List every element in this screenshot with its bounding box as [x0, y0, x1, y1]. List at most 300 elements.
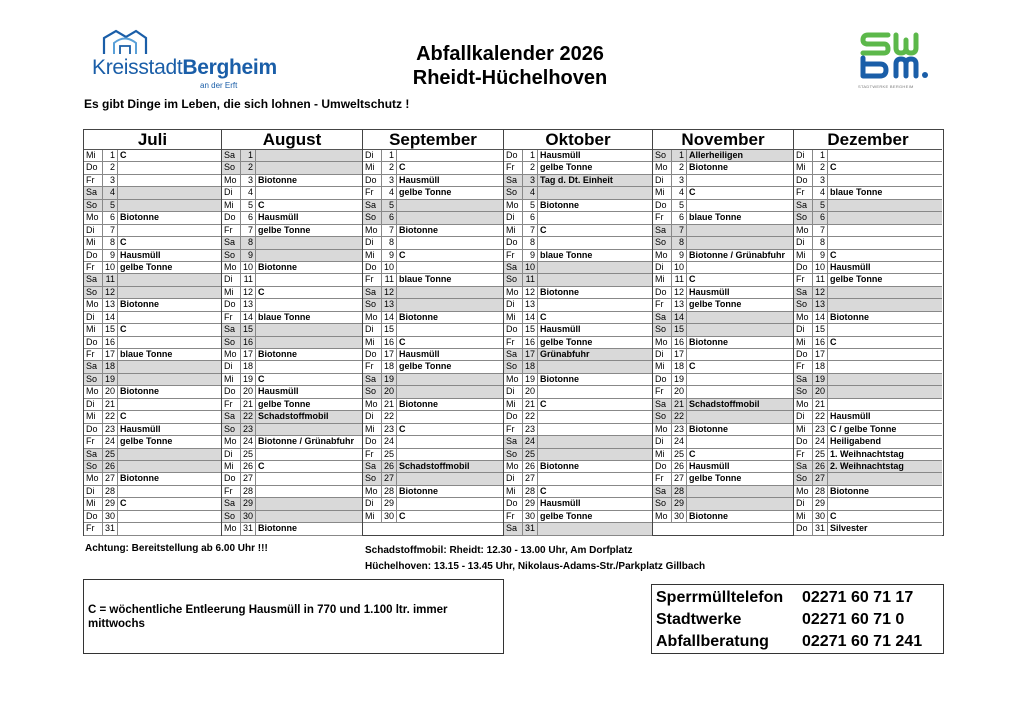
day-name: Mi: [222, 461, 241, 472]
day-number: 1: [103, 150, 118, 161]
day-name: Do: [84, 337, 103, 348]
day-name: Mi: [84, 324, 103, 335]
day-number: 4: [241, 187, 256, 198]
day-number: 15: [813, 324, 828, 335]
day-name: Di: [653, 175, 672, 186]
day-event: [397, 150, 503, 161]
schadstoffmobil-huechelhoven: Hüchelhoven: 13.15 - 13.45 Uhr, Nikolaus-Adams-Str./Parkplatz Gillbach: [365, 561, 706, 572]
bergheim-subtitle: an der Erft: [200, 81, 238, 90]
day-name: Sa: [222, 237, 241, 248]
day-event: [397, 299, 503, 310]
day-row: [504, 411, 652, 423]
day-number: 9: [813, 250, 828, 261]
day-number: 14: [382, 312, 397, 323]
day-event: [687, 237, 793, 248]
day-number: 12: [382, 287, 397, 298]
day-row: [84, 361, 221, 373]
day-event: Hausmüll: [540, 324, 581, 335]
day-number: 25: [241, 449, 256, 460]
day-event: Hausmüll: [540, 150, 581, 160]
day-name: Fr: [504, 511, 523, 522]
day-event: [538, 187, 652, 198]
day-number: 29: [241, 498, 256, 509]
day-number: 14: [241, 312, 256, 323]
month-column: [221, 130, 362, 535]
day-number: 28: [103, 486, 118, 497]
day-event: [538, 411, 652, 422]
day-event: [538, 274, 652, 285]
day-event: [256, 237, 362, 248]
day-event: C: [540, 311, 547, 322]
day-name: Fr: [84, 349, 103, 360]
day-event: [397, 386, 503, 397]
day-number: 9: [382, 250, 397, 261]
day-number: 7: [103, 225, 118, 236]
day-event: C: [540, 398, 547, 409]
day-event: [256, 299, 362, 310]
day-event: blaue Tonne: [120, 349, 173, 359]
day-event: Biotonne: [399, 224, 438, 235]
day-name: Mi: [222, 200, 241, 211]
day-name: Fr: [363, 449, 382, 460]
day-event: [118, 337, 221, 348]
day-number: 16: [672, 337, 687, 348]
day-row: [794, 162, 942, 174]
day-name: Fr: [794, 187, 813, 198]
day-name: Mo: [653, 511, 672, 522]
month-header: November: [653, 130, 793, 150]
day-number: 26: [813, 461, 828, 472]
day-name: Fr: [653, 299, 672, 310]
day-row: [504, 287, 652, 299]
day-name: Di: [794, 324, 813, 335]
day-number: 6: [672, 212, 687, 223]
day-name: Mi: [84, 237, 103, 248]
day-name: Do: [363, 262, 382, 273]
day-name: Di: [653, 436, 672, 447]
day-event: [538, 237, 652, 248]
day-number: 12: [523, 287, 538, 298]
day-event: blaue Tonne: [830, 187, 883, 198]
day-event: [118, 523, 221, 534]
day-row: [653, 498, 793, 510]
day-name: Di: [84, 486, 103, 497]
day-name: Mi: [794, 162, 813, 173]
day-event: [118, 361, 221, 372]
day-number: 6: [382, 212, 397, 223]
day-number: 28: [523, 486, 538, 497]
month-column: [503, 130, 652, 535]
day-number: 2: [241, 162, 256, 173]
day-name: Di: [653, 262, 672, 273]
day-number: 13: [382, 299, 397, 310]
day-event: Biotonne: [258, 261, 297, 272]
day-event: [397, 449, 503, 460]
day-number: 30: [813, 511, 828, 522]
day-event: Biotonne: [120, 212, 159, 223]
day-number: 11: [672, 274, 687, 285]
day-event: C: [830, 336, 837, 347]
day-name: Do: [84, 424, 103, 435]
day-row: [653, 399, 793, 411]
day-name: Sa: [653, 399, 672, 410]
day-row: [794, 361, 942, 373]
day-event: C: [120, 150, 127, 160]
day-event: [828, 175, 942, 186]
day-row: [84, 299, 221, 311]
day-event: 1. Weihnachtstag: [830, 448, 904, 459]
day-name: Fr: [84, 436, 103, 447]
day-row: [794, 386, 942, 398]
day-row: [653, 200, 793, 212]
day-name: Mi: [794, 337, 813, 348]
day-name: Do: [222, 299, 241, 310]
day-event: Hausmüll: [399, 174, 440, 185]
day-number: 31: [523, 523, 538, 534]
day-event: [397, 324, 503, 335]
day-number: 4: [813, 187, 828, 198]
day-name: Mi: [84, 411, 103, 422]
day-event: [118, 200, 221, 211]
day-row: [794, 237, 942, 249]
day-row: [84, 150, 221, 162]
day-number: 22: [103, 411, 118, 422]
day-name: Mi: [504, 312, 523, 323]
day-event: blaue Tonne: [399, 274, 452, 285]
day-number: 4: [523, 187, 538, 198]
day-name: So: [84, 287, 103, 298]
day-number: 6: [103, 212, 118, 223]
day-row: [84, 349, 221, 361]
day-event: 2. Weihnachtstag: [830, 460, 904, 471]
day-row: [504, 299, 652, 311]
day-row: [222, 274, 362, 286]
day-row: [84, 511, 221, 523]
day-name: Sa: [794, 374, 813, 385]
day-number: 2: [813, 162, 828, 173]
day-number: 2: [523, 162, 538, 173]
day-name: Mo: [794, 486, 813, 497]
day-row: [222, 523, 362, 535]
day-row: [84, 187, 221, 199]
day-event: [828, 399, 942, 410]
day-name: Di: [363, 150, 382, 161]
day-event: [538, 361, 652, 372]
day-number: 6: [813, 212, 828, 223]
day-event: C: [120, 324, 127, 335]
day-row: [222, 250, 362, 262]
day-number: 6: [523, 212, 538, 223]
day-number: 21: [523, 399, 538, 410]
day-row: [504, 374, 652, 386]
day-number: 7: [382, 225, 397, 236]
day-row: [653, 175, 793, 187]
day-row: [794, 473, 942, 485]
day-name: Sa: [222, 498, 241, 509]
day-number: 23: [523, 424, 538, 435]
day-name: Do: [653, 374, 672, 385]
day-name: So: [794, 386, 813, 397]
day-event: [828, 237, 942, 248]
day-name: Fr: [222, 312, 241, 323]
day-row: [653, 337, 793, 349]
day-number: 10: [382, 262, 397, 273]
day-event: Biotonne: [540, 373, 579, 384]
day-number: 13: [241, 299, 256, 310]
day-event: [118, 312, 221, 323]
day-event: [256, 361, 362, 372]
day-event: C: [399, 336, 406, 347]
day-number: 9: [672, 250, 687, 261]
day-number: 23: [672, 424, 687, 435]
day-row: [794, 424, 942, 436]
day-row: [363, 449, 503, 461]
day-row: [794, 399, 942, 411]
day-event: Biotonne: [258, 349, 297, 359]
day-event: [118, 225, 221, 236]
day-event: C: [399, 510, 406, 521]
day-row: [222, 150, 362, 162]
day-number: 2: [382, 162, 397, 173]
day-row: [794, 200, 942, 212]
day-event: C: [258, 373, 265, 384]
day-event: [828, 473, 942, 484]
day-number: 20: [813, 386, 828, 397]
day-name: Mo: [794, 312, 813, 323]
day-name: So: [84, 461, 103, 472]
day-row: [222, 486, 362, 498]
day-row: [504, 250, 652, 262]
day-name: Mo: [222, 436, 241, 447]
day-number: 25: [382, 449, 397, 460]
day-event: [256, 187, 362, 198]
day-name: Sa: [84, 361, 103, 372]
day-name: Fr: [363, 187, 382, 198]
day-row: [653, 287, 793, 299]
day-event: [256, 498, 362, 509]
day-row: [84, 237, 221, 249]
day-name: Di: [222, 274, 241, 285]
day-row: [222, 187, 362, 199]
day-number: 31: [813, 523, 828, 534]
day-event: [687, 262, 793, 273]
day-row: [794, 461, 942, 473]
day-name: Sa: [363, 461, 382, 472]
day-event: C: [830, 510, 837, 521]
day-name: So: [222, 337, 241, 348]
day-name: So: [794, 473, 813, 484]
day-number: 2: [672, 162, 687, 173]
day-name: Fr: [222, 225, 241, 236]
day-name: Sa: [504, 175, 523, 186]
day-name: Sa: [222, 324, 241, 335]
day-event: [397, 374, 503, 385]
day-number: 22: [672, 411, 687, 422]
day-event: C: [399, 423, 406, 434]
day-event: [687, 386, 793, 397]
day-number: 18: [241, 361, 256, 372]
day-number: 24: [813, 436, 828, 447]
month-header: Dezember: [794, 130, 942, 150]
day-event: [397, 473, 503, 484]
day-event: Hausmüll: [830, 261, 871, 272]
day-row: [504, 461, 652, 473]
day-event: [828, 498, 942, 509]
day-row: [653, 349, 793, 361]
day-row: [222, 374, 362, 386]
day-event: [118, 449, 221, 460]
day-name: Fr: [794, 274, 813, 285]
day-number: 3: [103, 175, 118, 186]
day-name: Sa: [653, 312, 672, 323]
day-event: Heiligabend: [830, 436, 882, 447]
day-number: 25: [672, 449, 687, 460]
day-row: [794, 349, 942, 361]
day-number: 30: [103, 511, 118, 522]
day-event: Hausmüll: [399, 349, 440, 359]
day-event: gelbe Tonne: [120, 261, 173, 272]
day-row: [222, 175, 362, 187]
day-row: [222, 436, 362, 448]
day-row: [84, 337, 221, 349]
day-row: [794, 511, 942, 523]
day-number: 17: [382, 349, 397, 360]
day-row: [653, 225, 793, 237]
day-event: Schadstoffmobil: [689, 398, 760, 409]
day-event: [828, 361, 942, 372]
day-row: [363, 324, 503, 336]
day-event: gelbe Tonne: [258, 398, 311, 409]
day-number: 18: [813, 361, 828, 372]
day-number: 12: [813, 287, 828, 298]
day-name: Di: [504, 473, 523, 484]
day-event: [538, 424, 652, 435]
day-number: 14: [103, 312, 118, 323]
day-row: [653, 361, 793, 373]
day-event: Biotonne / Grünabfuhr: [689, 249, 785, 260]
day-event: C: [258, 199, 265, 210]
day-name: Do: [222, 386, 241, 397]
day-number: 17: [241, 349, 256, 360]
day-name: Di: [222, 361, 241, 372]
day-name: Do: [794, 349, 813, 360]
day-row: [84, 200, 221, 212]
day-name: Sa: [653, 486, 672, 497]
day-number: 1: [382, 150, 397, 161]
day-number: 11: [103, 274, 118, 285]
day-number: 24: [382, 436, 397, 447]
day-number: 29: [523, 498, 538, 509]
day-name: Mi: [504, 399, 523, 410]
day-event: [687, 324, 793, 335]
day-event: Biotonne: [540, 460, 579, 471]
day-number: 14: [813, 312, 828, 323]
day-row: [222, 299, 362, 311]
day-name: Do: [84, 162, 103, 173]
day-number: 29: [813, 498, 828, 509]
day-event: [687, 486, 793, 497]
day-number: 10: [103, 262, 118, 273]
day-event: Schadstoffmobil: [258, 411, 329, 422]
day-name: Do: [653, 200, 672, 211]
day-event: C: [399, 249, 406, 260]
day-event: C: [258, 286, 265, 297]
day-event: [397, 237, 503, 248]
day-row: [653, 237, 793, 249]
day-name: Sa: [653, 225, 672, 236]
day-name: Di: [84, 399, 103, 410]
day-number: 18: [523, 361, 538, 372]
day-number: 23: [241, 424, 256, 435]
day-event: [256, 337, 362, 348]
day-event: C: [830, 249, 837, 260]
day-number: 26: [523, 461, 538, 472]
day-name: Do: [653, 287, 672, 298]
day-name: Mo: [363, 399, 382, 410]
day-row: [222, 312, 362, 324]
day-number: 13: [672, 299, 687, 310]
day-row: [794, 175, 942, 187]
day-row: [84, 461, 221, 473]
day-name: Mi: [653, 187, 672, 198]
day-number: 21: [813, 399, 828, 410]
day-name: Di: [794, 498, 813, 509]
day-row: [504, 399, 652, 411]
day-number: 8: [382, 237, 397, 248]
day-event: Schadstoffmobil: [399, 460, 470, 471]
day-event: gelbe Tonne: [258, 224, 311, 235]
day-row: [653, 436, 793, 448]
day-row: [84, 250, 221, 262]
day-row: [363, 299, 503, 311]
day-name: Di: [222, 449, 241, 460]
day-name: So: [222, 162, 241, 173]
day-row: [84, 287, 221, 299]
day-name: Do: [504, 150, 523, 161]
day-event: [687, 200, 793, 211]
day-row: [794, 225, 942, 237]
day-row: [363, 212, 503, 224]
day-event: gelbe Tonne: [540, 510, 593, 521]
day-name: Di: [504, 212, 523, 223]
collection-time-note: Achtung: Bereitstellung ab 6.00 Uhr !!!: [85, 543, 268, 554]
day-event: Hausmüll: [689, 286, 730, 297]
day-row: [794, 449, 942, 461]
day-number: 18: [672, 361, 687, 372]
day-name: Fr: [794, 361, 813, 372]
day-event: [538, 436, 652, 447]
day-number: 9: [241, 250, 256, 261]
day-event: Biotonne: [399, 311, 438, 322]
day-number: 11: [813, 274, 828, 285]
day-name: Sa: [504, 349, 523, 360]
month-column: [793, 130, 942, 535]
day-name: So: [794, 212, 813, 223]
day-row: [794, 523, 942, 535]
day-row: [84, 424, 221, 436]
day-event: C: [399, 162, 406, 173]
day-event: Biotonne: [830, 311, 869, 322]
day-name: Fr: [653, 386, 672, 397]
day-event: [538, 299, 652, 310]
day-row: [363, 250, 503, 262]
day-event: C: [540, 224, 547, 235]
day-number: 25: [523, 449, 538, 460]
day-event: [256, 274, 362, 285]
day-number: 19: [672, 374, 687, 385]
day-name: Mi: [504, 225, 523, 236]
day-name: Mi: [363, 511, 382, 522]
